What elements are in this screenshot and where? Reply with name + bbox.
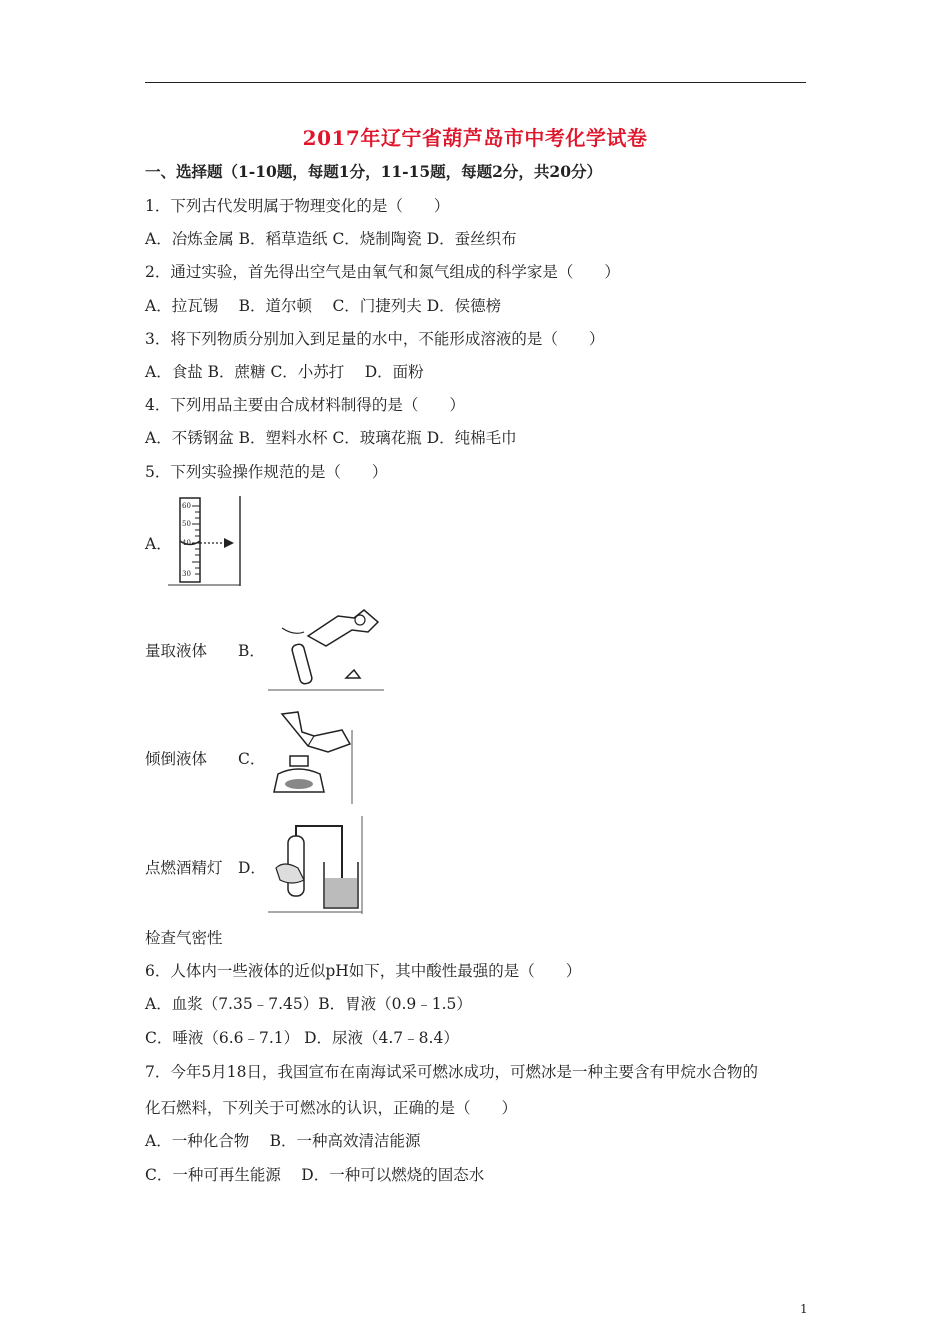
graduated-cylinder-figure [168, 496, 242, 586]
q7-stem-line2: 化石燃料，下列关于可燃冰的认识，正确的是（ ） [145, 1099, 518, 1117]
q2-options: A．拉瓦锡 B．道尔顿 C．门捷列夫 D．侯德榜 [145, 297, 502, 315]
q5-caption-a-label-b: 量取液体 B． [145, 642, 265, 660]
tick-label: 30 [182, 570, 191, 578]
section-heading: 一、选择题（1-10题，每题1分，11-15题，每题2分，共20分） [145, 162, 603, 181]
header-rule [145, 82, 806, 83]
q1-stem: 1．下列古代发明属于物理变化的是（ ） [145, 197, 450, 215]
q5-caption-d: 检查气密性 [145, 929, 223, 947]
page-number: 1 [800, 1302, 808, 1316]
alcohol-lamp-figure [268, 710, 354, 804]
q6-options-row1: A．血浆（7.35﹣7.45）B．胃液（0.9﹣1.5） [145, 995, 472, 1013]
q3-stem: 3．将下列物质分别加入到足量的水中，不能形成溶液的是（ ） [145, 330, 605, 348]
pouring-liquid-figure [268, 606, 384, 692]
airtightness-figure [268, 816, 364, 914]
q6-options-row2: C．唾液（6.6﹣7.1） D．尿液（4.7﹣8.4） [145, 1029, 459, 1047]
q2-stem: 2．通过实验，首先得出空气是由氧气和氮气组成的科学家是（ ） [145, 263, 620, 281]
q7-stem-line1: 7．今年5月18日，我国宣布在南海试采可燃冰成功，可燃冰是一种主要含有甲烷水合物的 [145, 1063, 758, 1081]
q5-caption-b-label-c: 倾倒液体 C． [145, 750, 266, 768]
page-title: 2017年辽宁省葫芦岛市中考化学试卷 [302, 126, 648, 150]
q7-options-row1: A．一种化合物 B．一种高效清洁能源 [145, 1132, 421, 1150]
q4-options: A．不锈钢盆 B．塑料水杯 C．玻璃花瓶 D．纯棉毛巾 [145, 429, 517, 447]
tick-label: 40 [182, 539, 191, 547]
q1-options: A．冶炼金属 B．稻草造纸 C．烧制陶瓷 D．蚕丝织布 [145, 230, 517, 248]
tick-label: 50 [182, 520, 191, 528]
q6-stem: 6．人体内一些液体的近似pH如下，其中酸性最强的是（ ） [145, 962, 582, 980]
q5-stem: 5．下列实验操作规范的是（ ） [145, 463, 388, 481]
q7-options-row2: C．一种可再生能源 D．一种可以燃烧的固态水 [145, 1166, 485, 1184]
q5-caption-c-label-d: 点燃酒精灯 D． [145, 859, 266, 877]
q3-options: A．食盐 B．蔗糖 C．小苏打 D．面粉 [145, 363, 424, 381]
tick-label: 60 [182, 502, 191, 510]
q4-stem: 4．下列用品主要由合成材料制得的是（ ） [145, 396, 465, 414]
q5-label-a: A． [145, 535, 172, 553]
